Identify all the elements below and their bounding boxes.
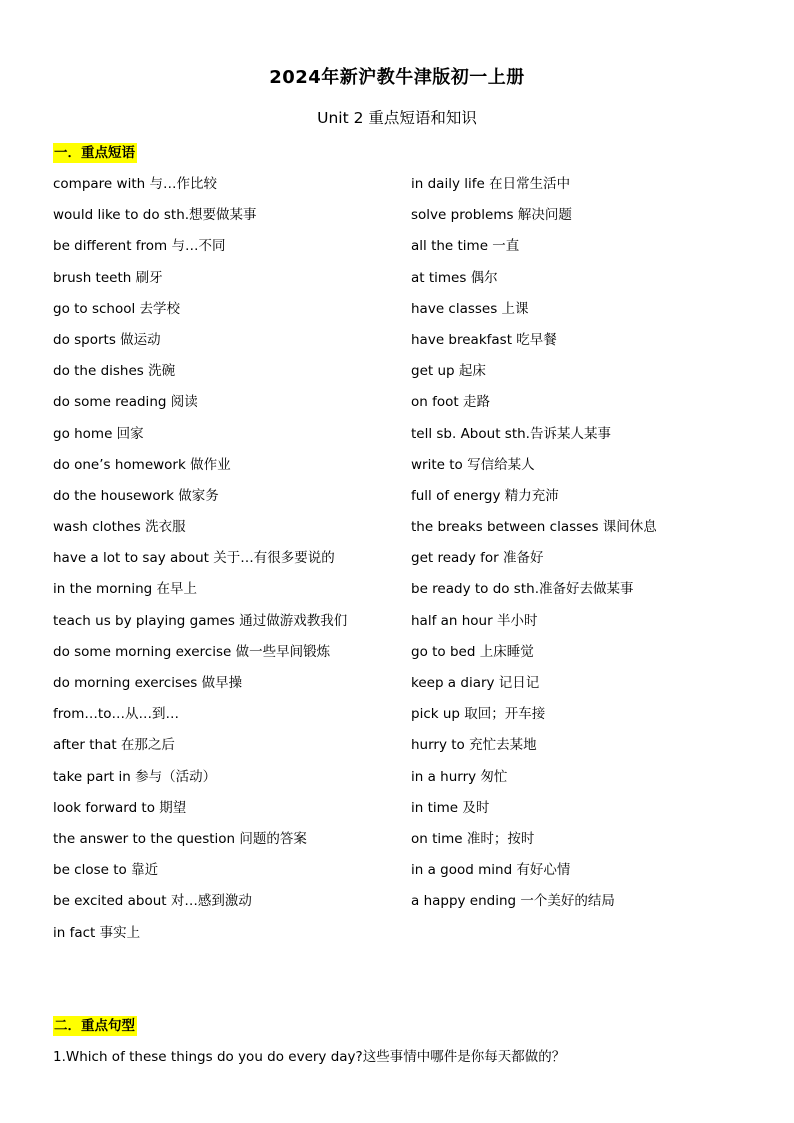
phrase-item: in time 及时: [411, 799, 490, 816]
phrase-item: have breakfast 吃早餐: [411, 331, 557, 348]
phrase-item: in a hurry 匆忙: [411, 768, 508, 785]
phrase-item: be different from 与…不同: [53, 238, 226, 255]
phrase-item: be ready to do sth.准备好去做某事: [411, 581, 634, 598]
phrase-item: write to 写信给某人: [411, 456, 535, 473]
phrase-item: look forward to 期望: [53, 799, 187, 816]
phrase-item: in the morning 在早上: [53, 581, 197, 598]
phrase-item: hurry to 充忙去某地: [411, 737, 537, 754]
phrase-item: do some reading 阅读: [53, 394, 198, 411]
document-subtitle: Unit 2 重点短语和知识: [317, 109, 477, 127]
phrase-item: from…to…从…到…: [53, 706, 179, 723]
phrase-item: keep a diary 记日记: [411, 675, 540, 691]
phrase-item: compare with 与…作比较: [53, 176, 217, 192]
section-heading-key-sentences: 二．重点句型: [54, 1018, 135, 1034]
phrase-item: the breaks between classes 课间休息: [411, 519, 657, 536]
phrase-list-left: [53, 173, 398, 953]
phrase-item: full of energy 精力充沛: [411, 487, 559, 504]
phrase-item: pick up 取回；开车接: [411, 706, 546, 723]
phrase-item: at times 偶尔: [411, 269, 498, 286]
phrase-item: all the time 一直: [411, 238, 520, 255]
phrase-list-right: [411, 173, 781, 922]
phrase-item: in daily life 在日常生活中: [411, 176, 571, 192]
phrase-item: in fact 事实上: [53, 924, 141, 941]
phrase-item: do the housework 做家务: [53, 487, 219, 504]
phrase-item: tell sb. About sth.告诉某人某事: [411, 425, 611, 442]
phrase-item: be close to 靠近: [53, 862, 159, 879]
phrase-item: do sports 做运动: [53, 331, 161, 348]
phrase-item: wash clothes 洗衣服: [53, 519, 186, 536]
phrase-item: do morning exercises 做早操: [53, 675, 243, 691]
phrase-item: brush teeth 刷牙: [53, 269, 163, 286]
phrase-item: would like to do sth.想要做某事: [53, 207, 257, 224]
phrase-item: get up 起床: [411, 363, 486, 380]
phrase-item: get ready for 准备好: [411, 550, 544, 567]
phrase-item: after that 在那之后: [53, 737, 175, 754]
phrase-item: half an hour 半小时: [411, 612, 538, 629]
phrase-item: on foot 走路: [411, 394, 490, 411]
phrase-item: do some morning exercise 做一些早间锻炼: [53, 643, 331, 660]
phrase-item: solve problems 解决问题: [411, 207, 572, 224]
key-sentence: 1.Which of these things do you do every day?这些事情中哪件是你每天都做的？: [53, 1049, 566, 1065]
phrase-item: go home 回家: [53, 425, 144, 442]
phrase-item: go to school 去学校: [53, 300, 181, 317]
phrase-item: have a lot to say about 关于…有很多要说的: [53, 550, 335, 567]
phrase-item: have classes 上课: [411, 300, 529, 317]
document-title: 2024年新沪教牛津版初一上册: [269, 67, 525, 88]
section-heading-key-phrases: 一．重点短语: [54, 145, 135, 161]
phrase-item: on time 准时；按时: [411, 830, 535, 847]
phrase-item: a happy ending 一个美好的结局: [411, 893, 615, 910]
phrase-item: in a good mind 有好心情: [411, 862, 571, 879]
phrase-item: take part in 参与（活动）: [53, 768, 217, 785]
phrase-item: be excited about 对…感到激动: [53, 893, 252, 910]
phrase-item: the answer to the question 问题的答案: [53, 830, 307, 847]
phrase-item: teach us by playing games 通过做游戏教我们: [53, 612, 348, 629]
phrase-item: do one’s homework 做作业: [53, 456, 231, 473]
phrase-item: go to bed 上床睡觉: [411, 643, 534, 660]
phrase-item: do the dishes 洗碗: [53, 363, 176, 380]
